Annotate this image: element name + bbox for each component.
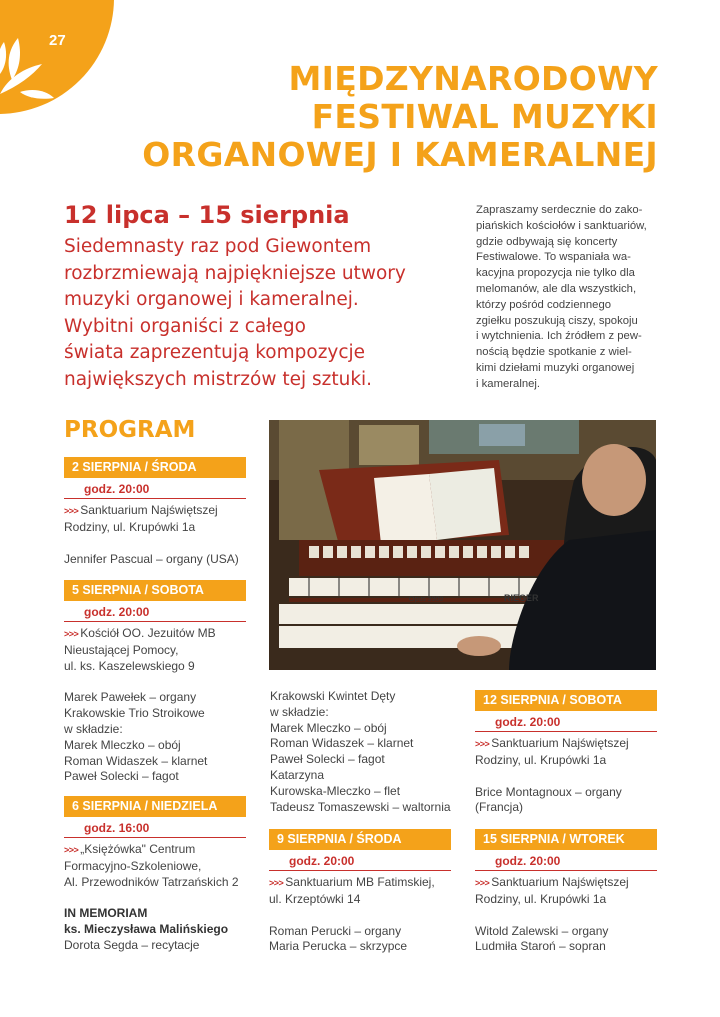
arrows-icon: >>> <box>475 878 490 888</box>
ensemble-line: Krakowski Kwintet Dęty <box>270 689 396 703</box>
memoriam-name: ks. Mieczysława Malińskiego <box>64 922 229 937</box>
ensemble-line: Katarzyna <box>270 767 325 782</box>
event-venue: Nieustającej Pomocy, <box>64 642 179 657</box>
event-venue: Rodziny, ul. Krupówki 1a <box>475 752 607 767</box>
event-time: godz. 20:00 <box>64 478 246 499</box>
event-performer: Roman Perucki – organy <box>269 923 402 938</box>
page-number: 27 <box>49 32 66 49</box>
intro-line: Zapraszamy serdecznie do zako- <box>476 204 643 216</box>
event-performer: Krakowskie Trio Stroikowe <box>64 706 205 721</box>
event-venue: Sanktuarium Najświętszej <box>80 503 218 517</box>
corner-badge <box>0 0 114 114</box>
event-performer: Roman Widaszek – klarnet <box>64 753 208 768</box>
event-card <box>64 580 246 785</box>
event-venue: „Księżówka" Centrum <box>80 842 196 856</box>
event-performer: Marek Mleczko – obój <box>64 737 181 752</box>
ensemble-line: Paweł Solecki – fagot <box>270 752 385 767</box>
ensemble-line: Marek Mleczko – obój <box>270 720 387 735</box>
event-performer: (Francja) <box>475 800 524 815</box>
lead-line: świata zaprezentują kompozycje <box>64 342 366 363</box>
event-date: 2 SIERPNIA / ŚRODA <box>64 457 246 478</box>
event-venue: ul. ks. Kaszelewskiego 9 <box>64 658 195 673</box>
event-date: 9 SIERPNIA / ŚRODA <box>269 829 451 850</box>
organ-brand-label: RIEGER <box>504 593 539 603</box>
arrows-icon: >>> <box>269 878 284 888</box>
festival-dates: 12 lipca – 15 sierpnia <box>64 201 350 229</box>
event-performer: Brice Montagnoux – organy <box>475 784 622 799</box>
intro-line: gdzie odbywają się koncerty <box>476 235 618 248</box>
event-card <box>269 829 451 955</box>
title-line: ORGANOWEJ I KAMERALNEJ <box>142 135 658 174</box>
intro-paragraph <box>476 203 666 393</box>
intro-line: i kameralnej. <box>476 377 541 390</box>
event-time: godz. 20:00 <box>475 850 657 871</box>
event-venue: Rodziny, ul. Krupówki 1a <box>475 891 607 906</box>
title-line: FESTIWAL MUZYKI <box>311 97 658 136</box>
lead-line: muzyki organowej i kameralnej. <box>64 289 359 310</box>
event-time: godz. 16:00 <box>64 817 246 838</box>
intro-line: kimi dziełami muzyki organowej <box>476 361 635 374</box>
lead-line: rozbrzmiewają najpiękniejsze utwory <box>64 262 406 284</box>
arrows-icon: >>> <box>475 739 490 749</box>
ensemble-line: Roman Widaszek – klarnet <box>270 736 414 751</box>
event-time: godz. 20:00 <box>475 711 657 732</box>
event-card <box>64 457 246 567</box>
event-performer: Jennifer Pascual – organy (USA) <box>64 551 239 566</box>
event-performer: Dorota Segda – recytacje <box>64 937 200 952</box>
intro-line: i wytchnienia. Ich źródłem z pew- <box>476 330 642 343</box>
event-performer: Maria Perucka – skrzypce <box>269 939 408 954</box>
organist-photo <box>269 420 656 670</box>
arrows-icon: >>> <box>64 506 79 516</box>
event-date: 6 SIERPNIA / NIEDZIELA <box>64 796 246 817</box>
event-venue: Rodziny, ul. Krupówki 1a <box>64 519 196 534</box>
event-card <box>475 829 657 955</box>
intro-line: Festiwalowe. To wspaniała wa- <box>476 251 631 264</box>
ensemble-line: w składzie: <box>270 704 329 719</box>
event-card <box>64 796 246 954</box>
event-performer: Ludmiła Staroń – sopran <box>475 939 606 954</box>
arrows-icon: >>> <box>64 629 79 639</box>
memoriam-label: IN MEMORIAM <box>64 906 148 921</box>
intro-line: nością będzie spotkanie z wiel- <box>476 346 632 359</box>
event-venue: Sanktuarium Najświętszej <box>491 875 629 889</box>
intro-line: kacyjna propozycja nie tylko dla <box>476 267 635 280</box>
intro-line: melomanów, ale dla wszystkich, <box>476 282 637 295</box>
event-date: 15 SIERPNIA / WTOREK <box>475 829 657 850</box>
event-time: godz. 20:00 <box>269 850 451 871</box>
lead-paragraph <box>64 234 464 393</box>
event-date: 12 SIERPNIA / SOBOTA <box>475 690 657 711</box>
page-title <box>142 60 658 174</box>
event-time: godz. 20:00 <box>64 601 246 622</box>
program-heading: PROGRAM <box>64 417 196 443</box>
event-venue: Sanktuarium MB Fatimskiej, <box>285 875 435 889</box>
lead-line: Siedemnasty raz pod Giewontem <box>64 236 372 257</box>
lead-line: największych mistrzów tej sztuki. <box>64 368 373 390</box>
event-venue: Kościół OO. Jezuitów MB <box>80 626 216 640</box>
lead-line: Wybitni organiści z całego <box>64 315 306 337</box>
event-date: 5 SIERPNIA / SOBOTA <box>64 580 246 601</box>
ensemble-line: Kurowska-Mleczko – flet <box>270 783 401 798</box>
intro-line: piańskich kościołów i sanktuariów, <box>476 219 647 232</box>
event-card <box>475 690 657 816</box>
event-performer: w składzie: <box>64 721 123 736</box>
event-venue: Al. Przewodników Tatrzańskich 2 <box>64 874 239 889</box>
ensemble-line: Tadeusz Tomaszewski – waltornia <box>270 799 451 814</box>
event-venue: ul. Krzeptówki 14 <box>269 891 361 906</box>
event-venue: Formacyjno-Szkoleniowe, <box>64 858 202 873</box>
event-performer: Marek Pawełek – organy <box>64 690 197 705</box>
organ-model-label: Opus 3900 <box>409 596 444 603</box>
arrows-icon: >>> <box>64 845 79 855</box>
title-line: MIĘDZYNARODOWY <box>288 59 658 98</box>
ensemble-list <box>270 689 451 815</box>
intro-line: którzy pośród codziennego <box>476 298 612 311</box>
event-performer: Paweł Solecki – fagot <box>64 769 179 784</box>
intro-line: zgiełku poszukują ciszy, spokoju <box>476 314 638 327</box>
event-venue: Sanktuarium Najświętszej <box>491 736 629 750</box>
event-performer: Witold Zalewski – organy <box>475 923 609 938</box>
